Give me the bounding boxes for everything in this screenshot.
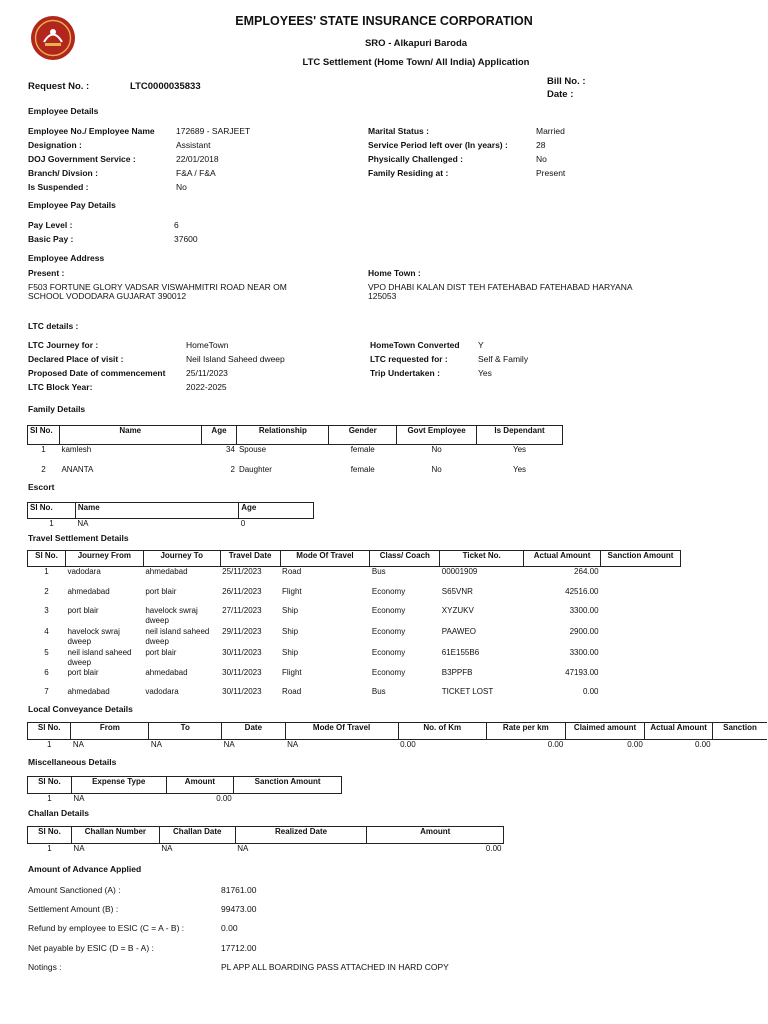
cell: S65VNR bbox=[441, 586, 473, 596]
ltc-journey-label: LTC Journey for : bbox=[28, 340, 99, 350]
cell: NA bbox=[161, 844, 173, 853]
notings-label: Notings : bbox=[28, 962, 62, 972]
commencement-label: Proposed Date of commencement bbox=[28, 368, 166, 378]
table-row bbox=[28, 445, 563, 465]
branch-label: Branch/ Divsion : bbox=[28, 168, 98, 178]
col-header: Ticket No. bbox=[440, 551, 524, 567]
cell: kamlesh bbox=[61, 445, 92, 454]
section-family-details: Family Details bbox=[28, 404, 86, 414]
table-row bbox=[28, 668, 681, 687]
col-header: Realized Date bbox=[235, 827, 367, 844]
designation-value: Assistant bbox=[176, 140, 211, 150]
service-value: 28 bbox=[536, 140, 546, 150]
cell: 47193.00 bbox=[565, 667, 599, 677]
col-header: Sl No. bbox=[28, 827, 72, 844]
marital-label: Marital Status : bbox=[368, 126, 429, 136]
cell: 4 bbox=[44, 626, 49, 636]
suspended-label: Is Suspended : bbox=[28, 182, 89, 192]
refund-label: Refund by employee to ESIC (C = A - B) : bbox=[28, 923, 185, 933]
table-row bbox=[28, 740, 768, 750]
cell: 34 bbox=[226, 445, 235, 454]
cell: 29/11/2023 bbox=[222, 626, 262, 636]
cell: Bus bbox=[371, 567, 386, 576]
misc-table bbox=[27, 776, 342, 803]
col-header: To bbox=[149, 723, 222, 740]
table-row bbox=[28, 606, 681, 627]
col-header: Travel Date bbox=[220, 551, 280, 567]
cell: Road bbox=[282, 567, 302, 576]
cell: port blair bbox=[67, 605, 99, 615]
cell: ahmedabad bbox=[145, 667, 188, 677]
designation-label: Designation : bbox=[28, 140, 82, 150]
col-header: Sl No. bbox=[28, 503, 76, 519]
col-header: Challan Date bbox=[159, 827, 235, 844]
cell: 1 bbox=[41, 445, 46, 454]
cell: ANANTA bbox=[61, 464, 94, 474]
settlement-amount-label: Settlement Amount (B) : bbox=[28, 904, 119, 914]
cell: NA bbox=[223, 740, 235, 749]
cell: 7 bbox=[44, 686, 49, 696]
cell: 0 bbox=[240, 519, 246, 528]
cell: NA bbox=[150, 740, 162, 749]
section-challan-details: Challan Details bbox=[28, 808, 89, 818]
col-header: Sl No. bbox=[28, 723, 71, 740]
cell: 42516.00 bbox=[565, 586, 599, 596]
family-residing-value: Present bbox=[536, 168, 566, 178]
cell: ahmedabad bbox=[67, 686, 110, 696]
cell: vadodara bbox=[145, 686, 179, 696]
cell: 0.00 bbox=[627, 740, 643, 749]
cell: ahmedabad bbox=[67, 586, 110, 596]
cell: NA bbox=[73, 794, 85, 803]
cell: 26/11/2023 bbox=[222, 586, 262, 596]
cell: 1 bbox=[44, 567, 49, 576]
cell: Bus bbox=[371, 686, 386, 696]
cell bbox=[713, 740, 767, 750]
col-header: Sl No. bbox=[28, 426, 60, 445]
hometown-address-line2: 125053 bbox=[368, 291, 397, 301]
trip-undertaken-label: Trip Undertaken : bbox=[370, 368, 440, 378]
cell: 30/11/2023 bbox=[222, 686, 262, 696]
cell: port blair bbox=[145, 647, 177, 657]
cell: 0.00 bbox=[582, 686, 599, 696]
cell: Economy bbox=[371, 647, 406, 657]
col-header: Gender bbox=[329, 426, 397, 445]
cell: Ship bbox=[282, 647, 299, 657]
cell: havelock swraj dweep bbox=[67, 626, 120, 646]
declared-place-label: Declared Place of visit : bbox=[28, 354, 124, 364]
cell: 0.00 bbox=[547, 740, 564, 749]
cell: 1 bbox=[47, 794, 52, 803]
cell: neil island saheed dweep bbox=[67, 647, 132, 667]
request-number: LTC0000035833 bbox=[130, 81, 201, 92]
present-label: Present : bbox=[28, 268, 65, 278]
settlement-amount-value: 99473.00 bbox=[221, 904, 257, 914]
cell: B3PPFB bbox=[441, 667, 473, 677]
cell: Economy bbox=[371, 586, 406, 596]
cell: 25/11/2023 bbox=[222, 567, 262, 576]
bill-label: Bill No. : bbox=[547, 76, 586, 87]
date-label: Date : bbox=[547, 89, 574, 100]
cell: No bbox=[431, 464, 442, 474]
section-travel-settlement: Travel Settlement Details bbox=[28, 533, 129, 543]
cell: 3300.00 bbox=[569, 605, 599, 615]
cell: Daughter bbox=[238, 464, 272, 474]
cell: 2 bbox=[230, 464, 235, 474]
cell: 00001909 bbox=[441, 567, 478, 576]
cell: 0.00 bbox=[694, 740, 711, 749]
col-header: Challan Number bbox=[71, 827, 159, 844]
cell: NA bbox=[237, 844, 249, 853]
travel-table bbox=[27, 550, 681, 703]
physically-value: No bbox=[536, 154, 547, 164]
cell: female bbox=[350, 445, 375, 454]
doj-value: 22/01/2018 bbox=[176, 154, 219, 164]
branch-value: F&A / F&A bbox=[176, 168, 216, 178]
cell: PAAWEO bbox=[441, 626, 477, 636]
table-row bbox=[28, 844, 504, 854]
cell: Yes bbox=[512, 445, 527, 454]
section-pay-details: Employee Pay Details bbox=[28, 200, 116, 210]
cell: 6 bbox=[44, 667, 49, 677]
col-header: Relationship bbox=[237, 426, 329, 445]
employee-value: 172689 - SARJEET bbox=[176, 126, 251, 136]
cell: NA bbox=[72, 740, 85, 749]
section-advance-applied: Amount of Advance Applied bbox=[28, 864, 142, 874]
cell: 3300.00 bbox=[569, 647, 599, 657]
hometown-address-line1: VPO DHABI KALAN DIST TEH FATEHABAD FATEHABAD HARYANA bbox=[368, 282, 633, 292]
cell bbox=[601, 687, 681, 703]
suspended-value: No bbox=[176, 182, 187, 192]
cell: Flight bbox=[282, 667, 302, 677]
physically-label: Physically Challenged : bbox=[368, 154, 463, 164]
cell: neil island saheed dweep bbox=[145, 626, 210, 646]
cell: vadodara bbox=[67, 567, 101, 576]
pay-level-value: 6 bbox=[174, 220, 179, 230]
cell: 30/11/2023 bbox=[222, 647, 262, 657]
section-address: Employee Address bbox=[28, 253, 105, 263]
present-address-line1: F503 FORTUNE GLORY VADSAR VISWAHMITRI ROAD NEAR OM bbox=[28, 282, 287, 292]
col-header: Sl No. bbox=[28, 551, 66, 567]
challan-table bbox=[27, 826, 504, 853]
cell: 1 bbox=[49, 519, 54, 528]
cell: port blair bbox=[145, 586, 177, 596]
commencement-value: 25/11/2023 bbox=[186, 368, 228, 378]
cell: Economy bbox=[371, 667, 406, 677]
col-header: Date bbox=[222, 723, 285, 740]
amount-sanctioned-value: 81761.00 bbox=[221, 885, 257, 895]
cell: female bbox=[350, 464, 375, 474]
table-row bbox=[28, 794, 342, 804]
marital-value: Married bbox=[536, 126, 565, 136]
col-header: Name bbox=[75, 503, 238, 519]
cell: 0.00 bbox=[216, 794, 232, 803]
cell: 30/11/2023 bbox=[222, 667, 262, 677]
hometown-label: Home Town : bbox=[368, 268, 421, 278]
net-payable-label: Net payable by ESIC (D = B - A) : bbox=[28, 943, 154, 953]
cell: Spouse bbox=[238, 445, 267, 454]
present-address-line2: SCHOOL VODODARA GUJARAT 390012 bbox=[28, 291, 187, 301]
section-ltc-details: LTC details : bbox=[28, 321, 79, 331]
table-row bbox=[28, 465, 563, 483]
cell bbox=[601, 648, 681, 668]
cell: 264.00 bbox=[574, 567, 599, 576]
net-payable-value: 17712.00 bbox=[221, 943, 257, 953]
employee-label: Employee No./ Employee Name bbox=[28, 126, 155, 136]
section-misc-details: Miscellaneous Details bbox=[28, 757, 117, 767]
cell: havelock swraj dweep bbox=[145, 605, 198, 625]
cell: 5 bbox=[44, 647, 49, 657]
doj-label: DOJ Government Service : bbox=[28, 154, 136, 164]
col-header: Journey From bbox=[65, 551, 143, 567]
table-row bbox=[28, 648, 681, 668]
cell: NA bbox=[73, 844, 85, 853]
cell: port blair bbox=[67, 667, 99, 677]
cell bbox=[234, 794, 342, 804]
col-header: Claimed amount bbox=[565, 723, 645, 740]
cell: 0.00 bbox=[485, 844, 502, 853]
col-header: From bbox=[71, 723, 149, 740]
basic-pay-label: Basic Pay : bbox=[28, 234, 74, 244]
col-header: Expense Type bbox=[71, 777, 166, 794]
amount-sanctioned-label: Amount Sanctioned (A) : bbox=[28, 885, 121, 895]
cell: Ship bbox=[282, 626, 299, 636]
table-row bbox=[28, 627, 681, 648]
cell bbox=[601, 668, 681, 687]
col-header: Mode Of Travel bbox=[285, 723, 398, 740]
col-header: Sanction bbox=[713, 723, 767, 740]
table-row bbox=[28, 567, 681, 587]
cell bbox=[601, 606, 681, 627]
family-residing-label: Family Residing at : bbox=[368, 168, 449, 178]
request-label: Request No. : bbox=[28, 81, 90, 92]
cell: Road bbox=[282, 686, 302, 696]
table-row bbox=[28, 587, 681, 606]
block-year-value: 2022-2025 bbox=[186, 382, 227, 392]
col-header: Actual Amount bbox=[524, 551, 601, 567]
col-header: Sanction Amount bbox=[234, 777, 342, 794]
refund-value: 0.00 bbox=[221, 923, 238, 933]
hometown-converted-value: Y bbox=[478, 340, 484, 350]
org-title: EMPLOYEES' STATE INSURANCE CORPORATION bbox=[235, 14, 533, 28]
col-header: Sanction Amount bbox=[601, 551, 681, 567]
cell: NA bbox=[287, 740, 299, 749]
col-header: Class/ Coach bbox=[370, 551, 440, 567]
col-header: No. of Km bbox=[398, 723, 486, 740]
cell: 3 bbox=[44, 605, 49, 615]
col-header: Amount bbox=[166, 777, 234, 794]
col-header: Mode Of Travel bbox=[280, 551, 370, 567]
table-row bbox=[28, 687, 681, 703]
col-header: Rate per km bbox=[486, 723, 565, 740]
cell: TICKET LOST bbox=[441, 686, 494, 696]
declared-place-value: Neil Island Saheed dweep bbox=[186, 354, 285, 364]
col-header: Sl No. bbox=[28, 777, 72, 794]
col-header: Amount bbox=[367, 827, 504, 844]
ltc-requested-label: LTC requested for : bbox=[370, 354, 448, 364]
cell: Economy bbox=[371, 605, 406, 615]
cell: Yes bbox=[512, 464, 527, 474]
cell: 0.00 bbox=[400, 740, 416, 749]
cell: 27/11/2023 bbox=[222, 605, 262, 615]
escort-table bbox=[27, 502, 314, 528]
col-header: Age bbox=[201, 426, 237, 445]
cell bbox=[601, 627, 681, 648]
cell: 1 bbox=[47, 844, 52, 853]
ltc-requested-value: Self & Family bbox=[478, 354, 529, 364]
cell bbox=[601, 567, 681, 587]
block-year-label: LTC Block Year: bbox=[28, 382, 93, 392]
cell: No bbox=[431, 445, 442, 454]
trip-undertaken-value: Yes bbox=[478, 368, 492, 378]
local-conveyance-table bbox=[27, 722, 767, 749]
col-header: Age bbox=[239, 503, 314, 519]
pay-level-label: Pay Level : bbox=[28, 220, 73, 230]
cell bbox=[601, 587, 681, 606]
basic-pay-value: 37600 bbox=[174, 234, 198, 244]
office-name: SRO - Alkapuri Baroda bbox=[364, 38, 468, 49]
cell: XYZUKV bbox=[441, 605, 474, 615]
section-employee-details: Employee Details bbox=[28, 106, 99, 116]
service-label: Service Period left over (In years) : bbox=[368, 140, 508, 150]
family-table bbox=[27, 425, 563, 483]
section-local-conveyance: Local Conveyance Details bbox=[28, 704, 133, 714]
hometown-converted-label: HomeTown Converted bbox=[370, 340, 460, 350]
cell: ahmedabad bbox=[145, 567, 188, 576]
cell: NA bbox=[77, 519, 89, 528]
section-escort: Escort bbox=[28, 482, 55, 492]
cell: 1 bbox=[46, 740, 52, 749]
col-header: Is Dependant bbox=[477, 426, 563, 445]
ltc-journey-value: HomeTown bbox=[186, 340, 229, 350]
col-header: Name bbox=[59, 426, 201, 445]
col-header: Journey To bbox=[143, 551, 220, 567]
form-title: LTC Settlement (Home Town/ All India) Application bbox=[302, 57, 530, 68]
cell: 2 bbox=[44, 586, 49, 596]
notings-value: PL APP ALL BOARDING PASS ATTACHED IN HARD COPY bbox=[221, 962, 449, 972]
cell: 2900.00 bbox=[569, 626, 599, 636]
cell: Flight bbox=[282, 586, 302, 596]
col-header: Actual Amount bbox=[645, 723, 713, 740]
cell: Economy bbox=[371, 626, 406, 636]
cell: 61E155B6 bbox=[441, 647, 480, 657]
cell: 2 bbox=[41, 464, 46, 474]
col-header: Govt Employee bbox=[397, 426, 477, 445]
cell: Ship bbox=[282, 605, 299, 615]
table-row bbox=[28, 519, 314, 529]
